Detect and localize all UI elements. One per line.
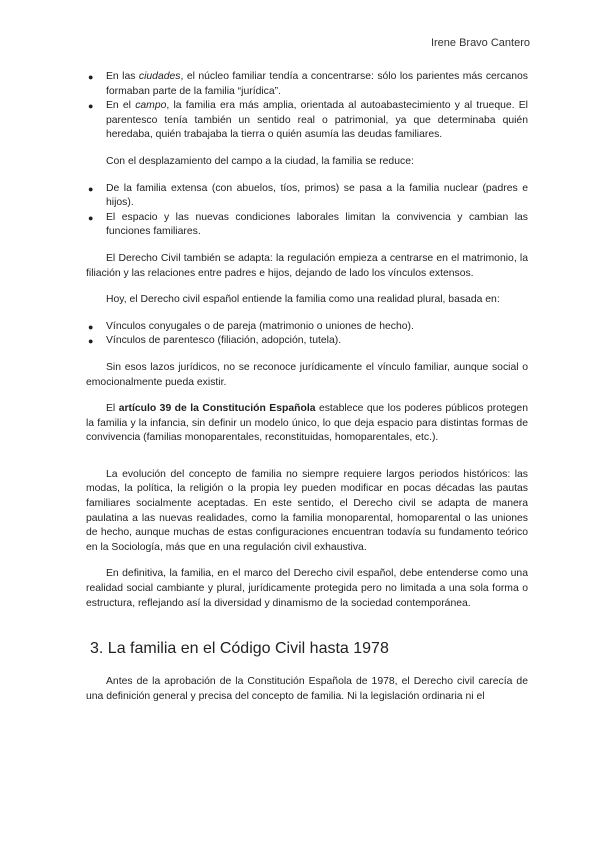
bullet-list-vinculos: [86, 320, 528, 349]
bullet-icon: ●: [88, 321, 94, 332]
bullet-icon: ●: [88, 72, 94, 82]
document-body: [86, 70, 528, 704]
paragraph-lazos: Sin esos lazos jurídicos, no se reconoce jurídicamente el vínculo familiar, aunque social o emocionalmente pueda existir.: [86, 361, 528, 388]
header-author: Irene Bravo Cantero: [430, 37, 530, 49]
emphasis-text: ciudades: [138, 71, 181, 82]
paragraph-hoy: Hoy, el Derecho civil español entiende la familia como una realidad plural, basada en:: [106, 294, 500, 306]
list-item: ● Vínculos conyugales o de pareja (matrimonio o uniones de hecho).: [86, 320, 528, 335]
paragraph-articulo-39: El artículo 39 de la Constitución Española establece que los poderes públicos protegen la familia y la infancia, sin definir un modelo único, lo que deja espacio para distintas formas de convivencia (familias monoparentales, reconstituidas, homoparentales, etc.).: [86, 403, 528, 444]
bullet-icon: ●: [88, 336, 94, 347]
bullet-list-family-reduction: [86, 182, 528, 240]
list-item: ● De la familia extensa (con abuelos, tíos, primos) se pasa a la familia nuclear (padres e hijos).: [88, 182, 528, 209]
list-item: ● El espacio y las nuevas condiciones laborales limitan la convivencia y cambian las funciones familiares.: [88, 211, 528, 238]
bullet-icon: ●: [88, 101, 94, 112]
paragraph-derecho-civil: El Derecho Civil también se adapta: la regulación empieza a centrarse en el matrimonio, la filiación y las relaciones entre padres e hijos, dejando de lado los vínculos extensos.: [86, 252, 528, 279]
bullet-icon: ●: [88, 212, 94, 223]
section-heading: 3. La familia en el Código Civil hasta 1978: [90, 640, 389, 658]
list-item: ● Vínculos de parentesco (filiación, adopción, tutela).: [86, 334, 528, 349]
bullet-list-city-country: [86, 70, 528, 143]
bullet-icon: ●: [88, 183, 94, 194]
emphasis-text: campo: [135, 100, 167, 112]
paragraph-antes: Antes de la aprobación de la Constitución Española de 1978, el Derecho civil carecía de una definición general y precisa del concepto de familia. Ni la legislación ordinaria ni el: [86, 676, 528, 702]
bold-text: artículo 39 de la Constitución Española: [118, 403, 316, 415]
paragraph-definitiva: En definitiva, la familia, en el marco del Derecho civil español, debe entenderse como una realidad social cambiante y plural, jurídicamente protegida pero no limitada a una sola forma o estructura, reflejando así la diversidad y dinamismo de la sociedad contemporánea.: [86, 568, 528, 609]
list-item: ● En el campo, la familia era más amplia, orientada al autoabastecimiento y al trueque. El parentesco tenía también un sentido real o patrimonial, ya que determinaba quién heredaba, quién trabajaba la tierra o quién asumía las deudas familiares.: [88, 100, 528, 141]
paragraph-desplazamiento: Con el desplazamiento del campo a la ciudad, la familia se reduce:: [106, 155, 414, 167]
list-item: ● En las ciudades, el núcleo familiar tendía a concentrarse: sólo los parientes más cercanos formaban parte de la familia “jurídica”.: [88, 71, 528, 97]
paragraph-evolucion: La evolución del concepto de familia no siempre requiere largos periodos históricos: las modas, la política, la religión o la propia ley pueden modificar en pocas décadas las pautas familiares socialmente aceptadas. En este sentido, el Derecho civil se adapta de manera paulatina a las nuevas realidades, como la familia monoparental, homoparental o las uniones de hecho, aunque muchas de estas configuraciones encuentran todavía su fundamento teórico en la Sociología, más que en una regulación civil exhaustiva.: [86, 468, 528, 553]
